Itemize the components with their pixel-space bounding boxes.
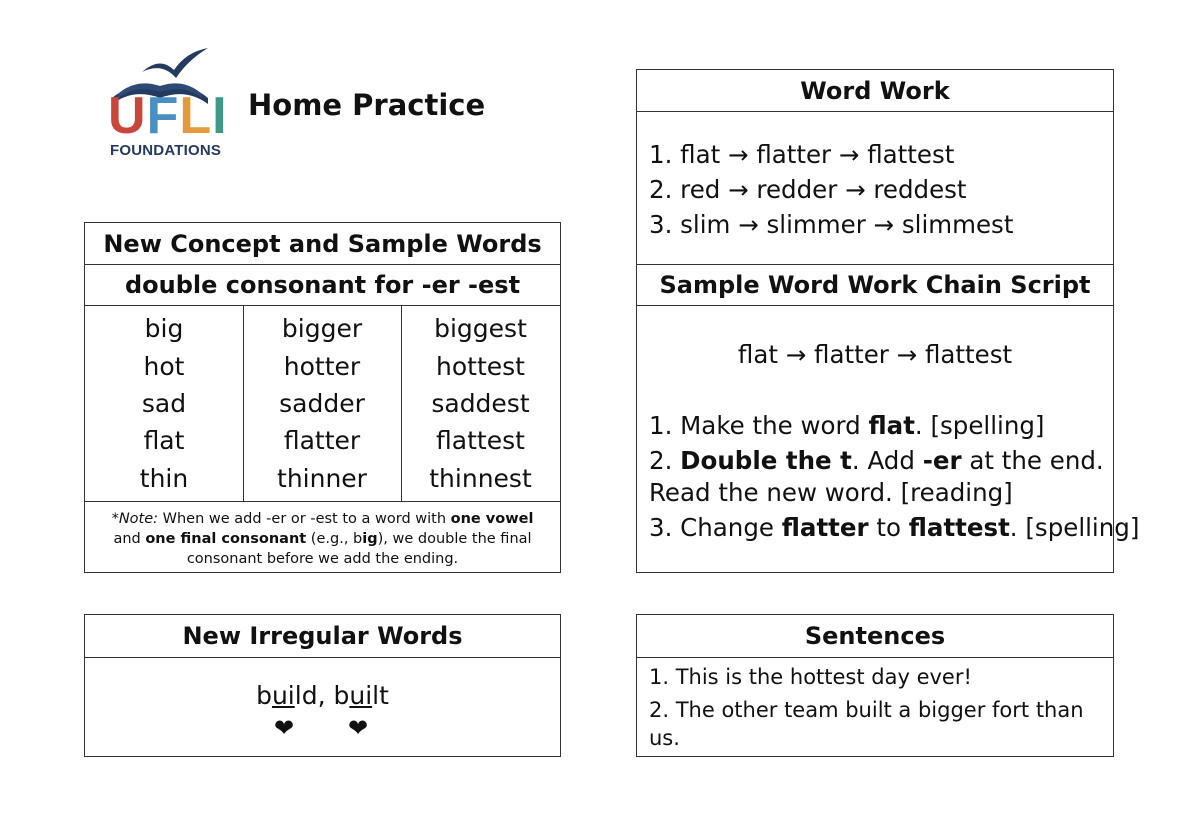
heart-icon: ❤ [348,714,369,742]
irregular-words: build, built [256,681,389,710]
word-cell: bigger [281,314,363,344]
logo-letter-u: U [108,87,147,145]
base-word-column [85,306,243,501]
word-cell: thin [139,463,189,493]
word-cell: hot [143,351,185,381]
word-cell: saddest [431,388,530,418]
word-cell: flat [143,426,185,456]
word-cell: hottest [436,351,525,381]
sentence-2: 2. The other team built a bigger fort than [649,698,1084,722]
chain-step-3: 3. Change flatter to flattest. [spelling] [649,513,1140,542]
word-work-header: Word Work [637,70,1113,112]
word-table [85,306,560,502]
word-work-item: 3. slim → slimmer → slimmest [649,210,1014,239]
sentence-2-line-2: us. [649,726,680,750]
concept-header: New Concept and Sample Words [85,223,560,265]
chain-step-2-line-2: Read the new word. [reading] [649,478,1013,507]
sentences-box [636,614,1114,757]
chain-step-1: 1. Make the word flat. [spelling] [649,411,1045,440]
word-work-item: 2. red → redder → reddest [649,175,967,204]
concept-box [84,222,561,573]
page-title: Home Practice [248,88,486,122]
word-work-box [636,69,1140,573]
word-cell: biggest [434,314,527,344]
word-cell: sad [141,388,187,418]
chain-step-2: 2. Double the t. Add -er at the end. [649,446,1104,475]
concept-subheader: double consonant for -er -est [85,265,560,306]
est-word-column [401,306,560,501]
chain-top-line: flat → flatter → flattest [737,340,1013,369]
logo-letter-i: I [212,87,228,145]
sentences-header: Sentences [637,615,1113,658]
word-cell: flatter [283,426,361,456]
word-cell: hotter [283,351,361,381]
word-cell: big [144,314,184,344]
logo-letter-f: F [146,87,180,145]
word-cell: flattest [436,426,525,456]
sentence-1: 1. This is the hottest day ever! [649,665,972,689]
irregular-box [84,614,561,757]
bird-icon [140,46,210,82]
irregular-header: New Irregular Words [85,615,560,658]
logo-subtitle: FOUNDATIONS [110,142,222,159]
chain-script-header: Sample Word Work Chain Script [637,264,1113,306]
word-cell: thinnest [429,463,532,493]
concept-note: *Note: When we add -er or -est to a word with one vowel and one final consonant (e.g., big), we double the final consonant before we add the ending. [111,511,534,567]
logo-letter-l: L [179,87,213,145]
heart-icon: ❤ [274,714,295,742]
er-word-column [243,306,401,501]
word-cell: sadder [279,388,365,418]
ufli-logo [104,46,228,162]
word-work-item: 1. flat → flatter → flattest [649,140,955,169]
word-cell: thinner [277,463,367,493]
